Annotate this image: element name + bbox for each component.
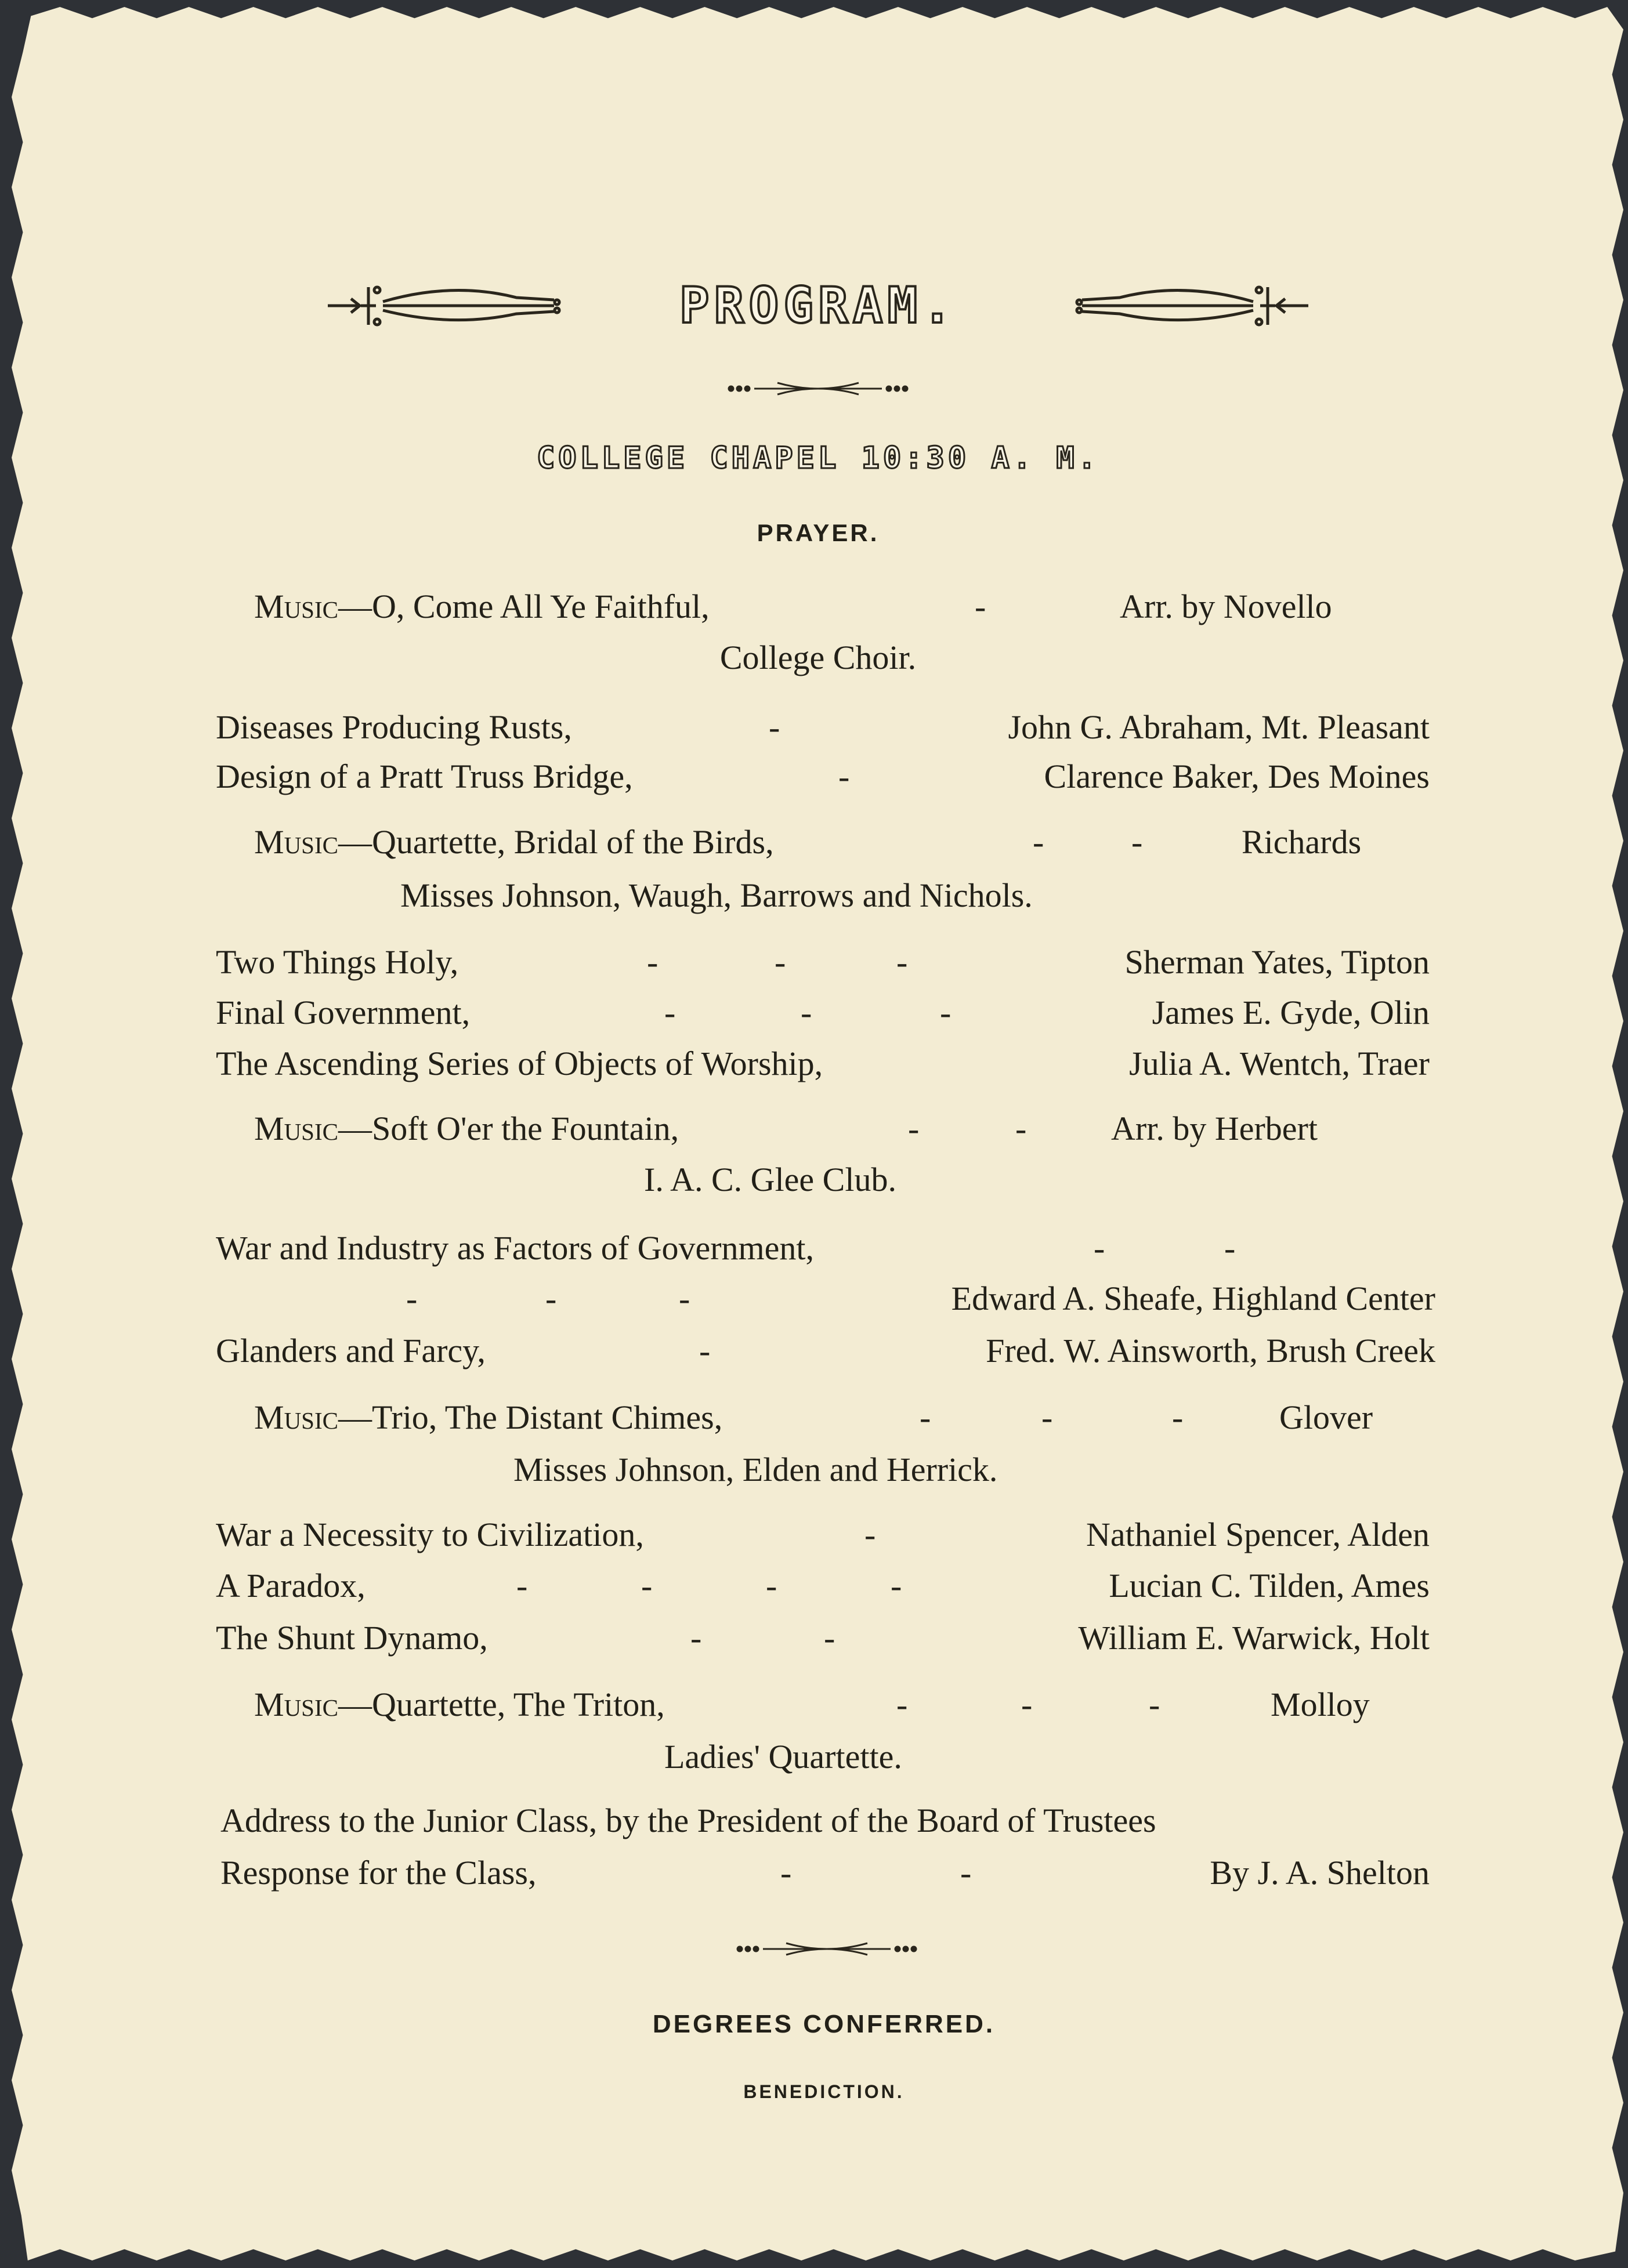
- music-piece: —Soft O'er the Fountain,: [338, 1110, 679, 1147]
- dash: -: [641, 1567, 653, 1604]
- music-prefix: Music: [254, 588, 338, 625]
- oration-topic: Final Government,: [216, 994, 471, 1031]
- music-piece: —Quartette, The Triton,: [338, 1686, 665, 1723]
- oration-topic: War and Industry as Factors of Government,: [216, 1229, 815, 1267]
- oration-speaker: Nathaniel Spencer, Alden: [1086, 1516, 1430, 1553]
- dash: -: [1131, 823, 1143, 861]
- dash: -: [516, 1567, 528, 1604]
- music-prefix: Music: [254, 1686, 338, 1723]
- oration-speaker: Julia A. Wentch, Traer: [1129, 1045, 1430, 1082]
- oration-speaker: Sherman Yates, Tipton: [1124, 943, 1430, 981]
- music-performers: I. A. C. Glee Club.: [644, 1161, 896, 1198]
- oration-speaker: Fred. W. Ainsworth, Brush Creek: [986, 1332, 1435, 1370]
- dash: -: [960, 1854, 972, 1892]
- dash: -: [801, 994, 812, 1031]
- right-flourish-ornament: [1062, 270, 1311, 339]
- dash: -: [766, 1567, 777, 1604]
- oration-speaker: Lucian C. Tilden, Ames: [1109, 1567, 1430, 1604]
- music-performers: Ladies' Quartette.: [664, 1738, 902, 1776]
- oration-topic: Two Things Holy,: [216, 943, 459, 981]
- dash: -: [769, 708, 780, 746]
- oration-speaker: John G. Abraham, Mt. Pleasant: [1008, 708, 1430, 746]
- music-piece: —Quartette, Bridal of the Birds,: [338, 823, 774, 861]
- music-credit: Molloy: [1271, 1686, 1370, 1723]
- dash: -: [545, 1280, 557, 1317]
- oration-topic: A Paradox,: [216, 1567, 366, 1604]
- dash: -: [824, 1619, 835, 1657]
- dash: -: [896, 943, 908, 981]
- music-performers: College Choir.: [719, 639, 917, 676]
- dash: -: [647, 943, 659, 981]
- dash: -: [838, 758, 850, 795]
- dash: -: [891, 1567, 902, 1604]
- music-performers: Misses Johnson, Waugh, Barrows and Nichols.: [400, 876, 1033, 914]
- oration-speaker: Edward A. Sheafe, Highland Center: [951, 1280, 1435, 1317]
- response-by: By J. A. Shelton: [1210, 1854, 1430, 1892]
- dash: -: [1094, 1229, 1105, 1267]
- oration-speaker: William E. Warwick, Holt: [1078, 1619, 1430, 1657]
- benediction: BENEDICTION.: [743, 2081, 905, 2102]
- music-line-1: [254, 587, 710, 626]
- music-credit: Glover: [1279, 1399, 1373, 1436]
- address-line: Address to the Junior Class, by the President of the Board of Trustees: [220, 1802, 1156, 1839]
- divider-ornament-bottom: [734, 1937, 920, 1961]
- dash: -: [1041, 1399, 1053, 1436]
- music-credit: Richards: [1242, 823, 1362, 861]
- venue-line: COLLEGE CHAPEL 10:30 A. M.: [537, 441, 1099, 476]
- response-label: Response for the Class,: [220, 1854, 537, 1892]
- oration-speaker: Clarence Baker, Des Moines: [1044, 758, 1430, 795]
- music-credit: Arr. by Novello: [1120, 588, 1332, 625]
- dash: -: [406, 1280, 418, 1317]
- degrees-conferred: DEGREES CONFERRED.: [652, 2010, 996, 2038]
- dash: -: [908, 1110, 920, 1147]
- oration-topic: War a Necessity to Civilization,: [216, 1516, 644, 1553]
- dash: -: [699, 1332, 711, 1370]
- dash: -: [975, 588, 986, 625]
- dash: -: [1015, 1110, 1027, 1147]
- music-prefix: Music: [254, 1399, 338, 1436]
- oration-speaker: James E. Gyde, Olin: [1152, 994, 1430, 1031]
- music-line-4: [254, 1398, 722, 1437]
- music-credit: Arr. by Herbert: [1111, 1110, 1318, 1147]
- dash: -: [920, 1399, 931, 1436]
- oration-topic: Glanders and Farcy,: [216, 1332, 486, 1370]
- oration-topic: The Shunt Dynamo,: [216, 1619, 488, 1657]
- music-line-2: [254, 823, 774, 861]
- dash: -: [896, 1686, 908, 1723]
- dash: -: [1149, 1686, 1160, 1723]
- title-row: [325, 264, 1311, 345]
- dash: -: [1021, 1686, 1033, 1723]
- music-piece: —O, Come All Ye Faithful,: [338, 588, 710, 625]
- oration-topic: Design of a Pratt Truss Bridge,: [216, 758, 633, 795]
- music-prefix: Music: [254, 823, 338, 861]
- prayer-heading: PRAYER.: [757, 519, 880, 546]
- dash: -: [690, 1619, 702, 1657]
- divider-ornament-top: [725, 377, 911, 400]
- dash: -: [940, 994, 952, 1031]
- dash: -: [775, 943, 786, 981]
- dash: -: [1172, 1399, 1184, 1436]
- dash: -: [1033, 823, 1044, 861]
- program-title: PROGRAM.: [679, 277, 957, 335]
- left-flourish-ornament: [325, 270, 574, 339]
- oration-topic: Diseases Producing Rusts,: [216, 708, 572, 746]
- music-performers: Misses Johnson, Elden and Herrick.: [513, 1451, 998, 1488]
- music-line-5: [254, 1685, 665, 1724]
- dash: -: [664, 994, 676, 1031]
- oration-topic: The Ascending Series of Objects of Worship,: [216, 1045, 823, 1082]
- music-line-3: [254, 1109, 679, 1148]
- dash: -: [864, 1516, 876, 1553]
- music-prefix: Music: [254, 1110, 338, 1147]
- dash: -: [1224, 1229, 1236, 1267]
- music-piece: —Trio, The Distant Chimes,: [338, 1399, 723, 1436]
- dash: -: [780, 1854, 792, 1892]
- dash: -: [679, 1280, 690, 1317]
